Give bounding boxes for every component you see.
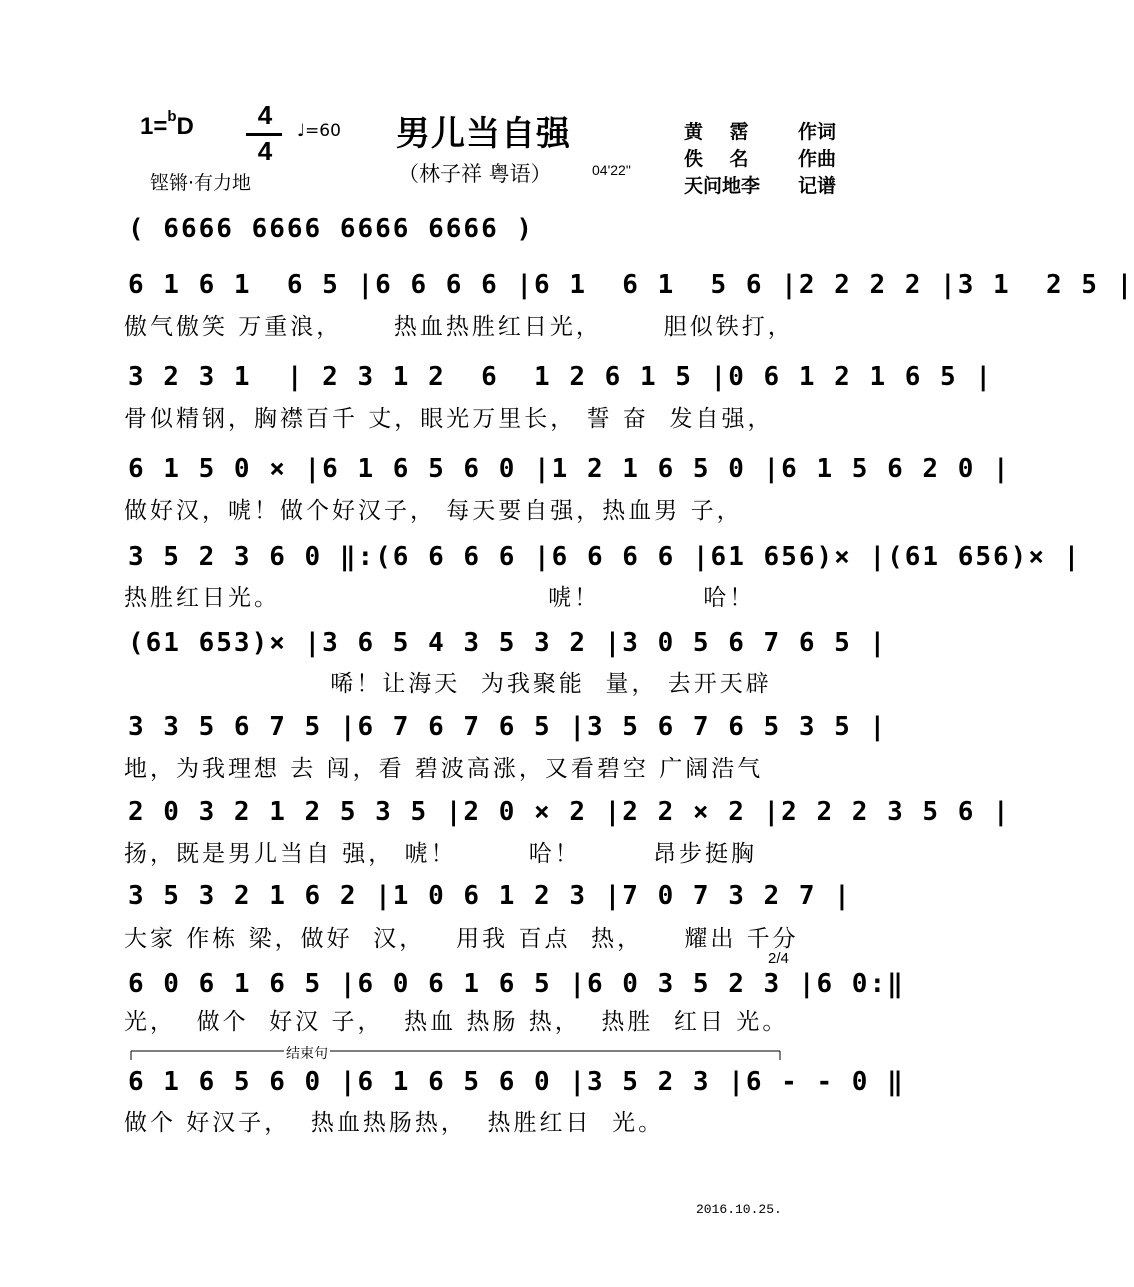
time-change-mark: 2/4 xyxy=(768,950,789,967)
lyrics-line-1: 傲气傲笑 万重浪， 热血热胜红日光， 胆似铁打， xyxy=(124,314,794,340)
notation-line-8: 3 5 3 2 1 6 2 |1 0 6 1 2 3 |7 0 7 3 2 7 | xyxy=(128,881,852,911)
notation-line-6: 3 3 5 6 7 5 |6 7 6 7 6 5 |3 5 6 7 6 5 3 5 | xyxy=(128,712,888,742)
transcriber-name: 天问地李 xyxy=(684,175,761,197)
intro-notes: ( 6666 6666 6666 6666 ) xyxy=(128,214,535,244)
notation-line-10: 6 1 6 5 6 0 |6 1 6 5 6 0 |3 5 2 3 |6 - - 0 ‖ xyxy=(128,1067,905,1097)
lyrics-line-7: 扬，既是男儿当自 强， 唬！ 哈！ 昂步挺胸 xyxy=(124,841,757,867)
lyrics-line-8: 大家 作栋 梁，做好 汉， 用我 百点 热， 耀出 千分 xyxy=(124,926,799,952)
time-signature-bottom: 4 xyxy=(257,136,273,166)
lyrics-line-4: 热胜红日光。 唬！ 哈！ xyxy=(124,585,756,611)
lyrics-line-2: 骨似精钢，胸襟百千 丈，眼光万里长， 誓 奋 发自强， xyxy=(124,406,774,432)
notation-line-3: 6 1 5 0 × |6 1 6 5 6 0 |1 2 1 6 5 0 |6 1 5 6 2 0 | xyxy=(128,454,1011,484)
transcriber-role: 记谱 xyxy=(798,175,837,197)
key-signature: 1=$^b$D xyxy=(140,108,194,140)
song-duration: 04'22" xyxy=(592,162,631,178)
lyrics-line-6: 地，为我理想 去 闯，看 碧波高涨，又看碧空 广阔浩气 xyxy=(124,756,764,782)
composer-role: 作曲 xyxy=(798,148,837,170)
lyricist-name: 黄 霑 xyxy=(684,121,749,143)
notation-line-7: 2 0 3 2 1 2 5 3 5 |2 0 × 2 |2 2 × 2 |2 2 2 3 5 6 | xyxy=(128,797,1011,827)
tempo-mark: ♩=60 xyxy=(297,121,341,141)
notation-line-2: 3 2 3 1 | 2 3 1 2 6 1 2 6 1 5 |0 6 1 2 1 6 5 | xyxy=(128,362,994,392)
ending-label: 结束句 xyxy=(284,1043,330,1063)
lyricist-role: 作词 xyxy=(798,121,837,143)
lyrics-line-3: 做好汉，唬！做个好汉子， 每天要自强，热血男 子， xyxy=(124,498,743,524)
lyrics-line-5: 唏！让海天 为我聚能 量， 去开天辟 xyxy=(124,671,772,697)
lyrics-line-9: 光， 做个 好汉 子， 热血 热肠 热， 热胜 红日 光。 xyxy=(124,1009,789,1035)
expression-mark: 铿锵·有力地 xyxy=(150,172,252,194)
lyrics-line-10: 做个 好汉子， 热血热肠热， 热胜红日 光。 xyxy=(124,1110,665,1136)
notation-line-1: 6 1 6 1 6 5 |6 6 6 6 |6 1 6 1 5 6 |2 2 2 2 |3 1 2 5 | xyxy=(128,270,1134,300)
composer-name: 佚 名 xyxy=(684,148,749,170)
notation-line-5: (61 653)× |3 6 5 4 3 5 3 2 |3 0 5 6 7 6 5 | xyxy=(128,628,888,658)
time-signature-top: 4 xyxy=(257,100,273,130)
song-title: 男儿当自强 xyxy=(396,114,571,154)
notation-line-9: 6 0 6 1 6 5 |6 0 6 1 6 5 |6 0 3 5 2 3 |6 0:‖ xyxy=(128,969,905,999)
transcription-date: 2016.10.25. xyxy=(696,1202,782,1217)
song-subtitle: （林子祥 粤语） xyxy=(398,162,552,186)
notation-line-4: 3 5 2 3 6 0 ‖:(6 6 6 6 |6 6 6 6 |61 656)× |(61 656)× | xyxy=(128,542,1082,572)
